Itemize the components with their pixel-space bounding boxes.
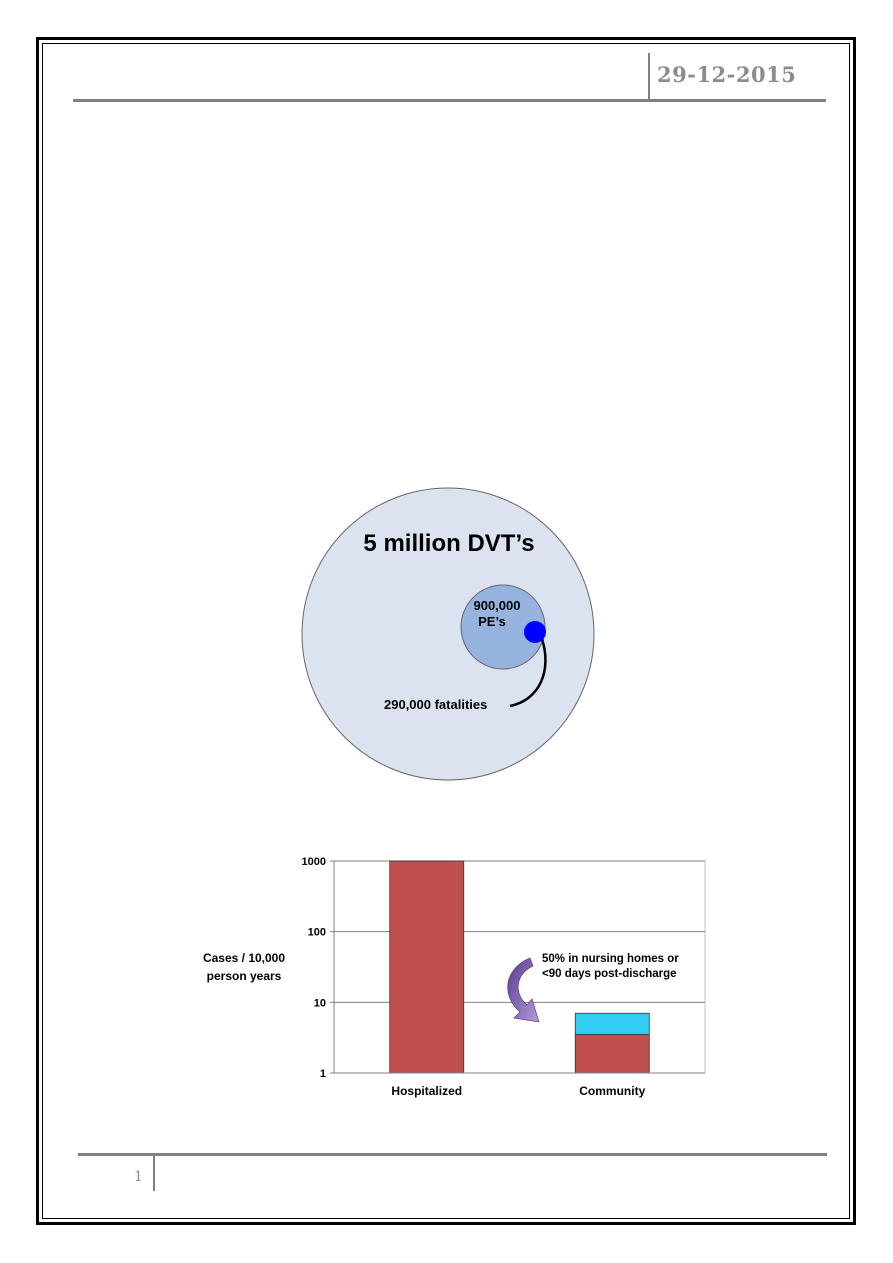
incidence-chart xyxy=(203,856,705,1098)
footer-divider xyxy=(153,1155,155,1191)
y-tick-label: 1 xyxy=(319,1068,326,1080)
page-number: 1 xyxy=(134,1169,143,1185)
fatalities-label: 290,000 fatalities xyxy=(384,697,488,712)
footer-rule xyxy=(78,1153,827,1156)
dvt-label: 5 million DVT’s xyxy=(363,530,535,557)
y-tick-label: 1000 xyxy=(301,856,326,868)
header-date: 29-12-2015 xyxy=(657,62,797,87)
dvt-diagram xyxy=(302,488,594,780)
y-axis-label-line2: person years xyxy=(206,969,282,983)
pe-label-number: 900,000 xyxy=(473,598,521,613)
x-tick-label: Community xyxy=(579,1084,646,1098)
annotation-line1: 50% in nursing homes or xyxy=(542,953,679,965)
annotation-line2: <90 days post-discharge xyxy=(542,968,677,980)
y-tick-label: 100 xyxy=(307,926,326,939)
x-tick-labels xyxy=(391,1084,645,1098)
pe-label-text: PE’s xyxy=(478,614,506,629)
y-tick-labels xyxy=(302,856,326,1080)
y-axis-label-line1: Cases / 10,000 xyxy=(202,951,286,965)
x-tick-label: Hospitalized xyxy=(391,1084,463,1098)
bar-community-series-1 xyxy=(575,1035,649,1073)
y-tick-label: 10 xyxy=(313,997,326,1010)
bar-hospitalized-series-1 xyxy=(390,861,464,1073)
bar-community-series-2 xyxy=(575,1013,649,1034)
